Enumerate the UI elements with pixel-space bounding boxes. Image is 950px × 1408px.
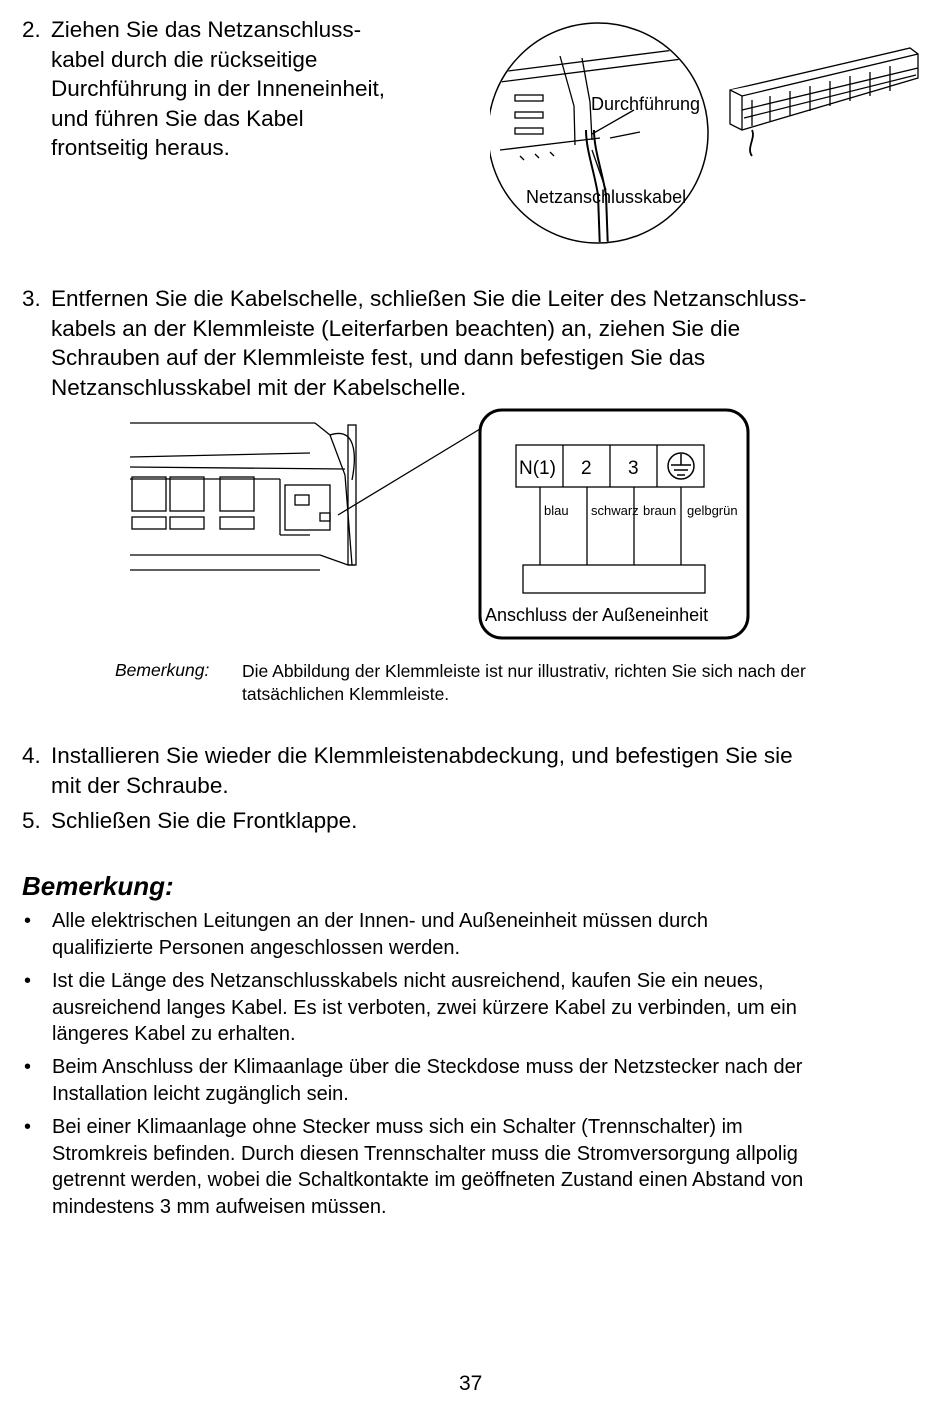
text-line: Entfernen Sie die Kabelschelle, schließen Sie die Leiter des Netzanschluss- bbox=[51, 286, 807, 311]
text-line: frontseitig heraus. bbox=[51, 135, 230, 160]
text-line: Die Abbildung der Klemmleiste ist nur illustrativ, richten Sie sich nach der bbox=[242, 661, 806, 681]
step-number: 5. bbox=[22, 808, 41, 833]
bullet-icon: • bbox=[24, 1116, 32, 1138]
text-line: Alle elektrischen Leitungen an der Innen- und Außeneinheit müssen durch bbox=[52, 910, 708, 932]
text-line: ausreichend langes Kabel. Es ist verboten, zwei kürzere Kabel zu verbinden, um ein bbox=[52, 996, 797, 1019]
text-line: Stromkreis befinden. Durch diesen Trennschalter muss die Stromversorgung allpolig bbox=[52, 1142, 798, 1165]
terminal-n1: N(1) bbox=[519, 458, 556, 479]
text-line: Ist die Länge des Netzanschlusskabels nicht ausreichend, kaufen Sie ein neues, bbox=[52, 970, 764, 992]
remark-text bbox=[242, 660, 806, 706]
bullet-text bbox=[52, 968, 797, 1048]
text-line: kabels an der Klemmleiste (Leiterfarben beachten) an, ziehen Sie die bbox=[51, 315, 741, 341]
step-text bbox=[51, 15, 385, 163]
text-line: Ziehen Sie das Netzanschluss- bbox=[51, 17, 362, 42]
step-text bbox=[51, 741, 793, 800]
text-line: Installation leicht zugänglich sein. bbox=[52, 1082, 349, 1105]
text-line: Bei einer Klimaanlage ohne Stecker muss sich ein Schalter (Trennschalter) im bbox=[52, 1116, 743, 1138]
cable-passage-figure bbox=[490, 20, 930, 245]
bullet-text bbox=[52, 908, 708, 961]
label-netzanschlusskabel: Netzanschlusskabel bbox=[526, 187, 687, 207]
terminal-figure bbox=[130, 405, 755, 645]
outdoor-connection-box bbox=[523, 565, 705, 593]
remarks-heading: Bemerkung: bbox=[22, 871, 174, 901]
text-line: kabel durch die rückseitige bbox=[51, 46, 318, 72]
text-line: längeres Kabel zu erhalten. bbox=[52, 1023, 296, 1045]
step-text bbox=[51, 806, 357, 836]
wiring-diagram-frame bbox=[480, 410, 748, 638]
text-line: Installieren Sie wieder die Klemmleistenabdeckung, und befestigen Sie sie bbox=[51, 743, 793, 768]
page-number: 37 bbox=[459, 1372, 483, 1395]
text-line: Beim Anschluss der Klimaanlage über die Steckdose muss der Netzstecker nach der bbox=[52, 1056, 803, 1078]
step-text bbox=[51, 284, 806, 402]
text-line: Schließen Sie die Frontklappe. bbox=[51, 808, 358, 833]
step-number: 4. bbox=[22, 743, 41, 768]
text-line: mit der Schraube. bbox=[51, 772, 229, 798]
bullet-icon: • bbox=[24, 910, 32, 932]
text-line: qualifizierte Personen angeschlossen werden. bbox=[52, 936, 461, 959]
text-line: mindestens 3 mm aufweisen müssen. bbox=[52, 1195, 387, 1218]
wire-color-schwarz: schwarz bbox=[591, 503, 639, 518]
indoor-unit-drawing bbox=[730, 48, 918, 156]
bullet-icon: • bbox=[24, 970, 32, 992]
label-durchfuehrung: Durchführung bbox=[591, 94, 701, 114]
wire-color-gelbgruen: gelbgrün bbox=[687, 503, 738, 518]
label-outdoor-connection: Anschluss der Außeneinheit bbox=[485, 605, 709, 625]
wire-color-blau: blau bbox=[544, 503, 569, 518]
text-line: tatsächlichen Klemmleiste. bbox=[242, 684, 450, 704]
text-line: getrennt werden, wobei die Schaltkontakte im geöffneten Zustand einen Abstand von bbox=[52, 1169, 804, 1191]
bullet-text bbox=[52, 1114, 803, 1220]
bullet-icon: • bbox=[24, 1056, 32, 1078]
step-number: 2. bbox=[22, 17, 41, 42]
terminal-2: 2 bbox=[581, 458, 592, 479]
step-number: 3. bbox=[22, 286, 41, 311]
text-line: Netzanschlusskabel mit der Kabelschelle. bbox=[51, 374, 467, 400]
text-line: Durchführung in der Inneneinheit, bbox=[51, 76, 385, 101]
wire-color-braun: braun bbox=[643, 503, 677, 518]
unit-front-drawing bbox=[130, 423, 356, 570]
text-line: Schrauben auf der Klemmleiste fest, und dann befestigen Sie das bbox=[51, 345, 706, 370]
bullet-text bbox=[52, 1054, 802, 1107]
text-line: und führen Sie das Kabel bbox=[51, 105, 304, 131]
terminal-3: 3 bbox=[628, 458, 639, 479]
remark-label: Bemerkung: bbox=[115, 660, 210, 680]
